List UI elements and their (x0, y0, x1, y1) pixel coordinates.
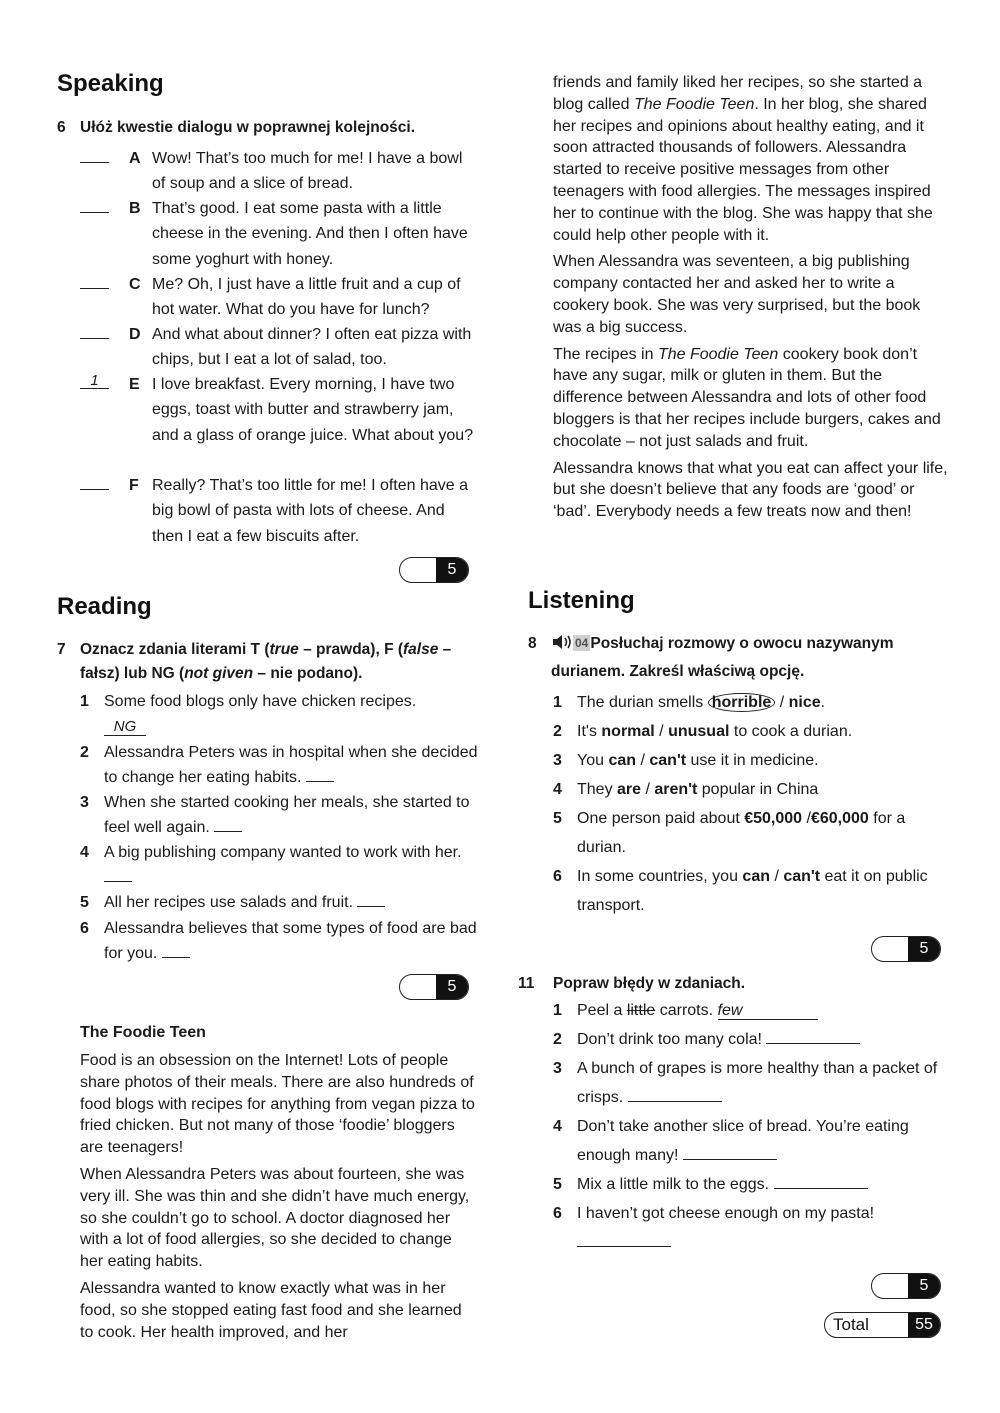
dialogue-list (57, 146, 477, 556)
article-paragraph: When Alessandra Peters was about fourteen, she was very ill. She was thin and she didn’t have much energy, so she couldn’t go to school. A doctor diagnosed her with a lot of food allergies, so she decided to change her eating habits. (80, 1165, 470, 1271)
listening-item: 4 They are / aren't popular in China (553, 781, 819, 798)
speaking-score-box (399, 557, 469, 583)
errors-score-box (871, 1273, 941, 1299)
statement-item: 5 All her recipes use salads and fruit. (80, 890, 480, 915)
correction-field[interactable] (628, 1086, 722, 1102)
statement-item: 4 A big publishing company wanted to work with her. (80, 840, 480, 890)
article-paragraph: Food is an obsession on the Internet! Lots of people share photos of their meals. There are also hundreds of food blogs with recipes for anything from vegan pizza to fried chicken. But not many of those ‘foodie’ bloggers are teenagers! (80, 1052, 475, 1157)
article-paragraph: When Alessandra was seventeen, a big publishing company contacted her and asked her to write a cookery book. She was very surprised, but the book was a big success. (553, 253, 921, 336)
option-selected[interactable]: horrible (708, 693, 776, 712)
option[interactable]: €50,000 (744, 810, 803, 827)
option[interactable]: can't (649, 752, 687, 769)
reading-instruction: 7 Oznacz zdania literami T (true – prawda), F (false – fałsz) lub NG (not given – nie podano). (57, 641, 452, 682)
answer-field[interactable] (162, 942, 190, 958)
article-title: The Foodie Teen (80, 1024, 206, 1041)
answer-field[interactable] (104, 866, 132, 882)
correction-field[interactable] (577, 1231, 671, 1247)
audio-speaker-icon[interactable] (551, 633, 573, 651)
correction-field[interactable] (774, 1173, 868, 1189)
track-number: 04 (575, 636, 589, 650)
error-item: 2 Don’t drink too many cola! (553, 1025, 948, 1054)
statement-item: 2 Alessandra Peters was in hospital when she decided to change her eating habits. (80, 744, 478, 787)
option[interactable]: can't (783, 868, 821, 885)
dialogue-item: F Really? That’s too little for me! I often have a big bowl of pasta with lots of cheese. And then I eat a few biscuits after. (80, 473, 480, 549)
speaking-instruction: 6 Ułóż kwestie dialogu w poprawnej kolejności. (57, 119, 416, 136)
option[interactable]: nice (788, 694, 821, 711)
option[interactable]: can (608, 752, 637, 769)
error-item: 3 A bunch of grapes is more healthy than a packet of crisps. (553, 1060, 938, 1106)
listening-items (528, 688, 948, 928)
speaking-heading: Speaking (57, 70, 164, 97)
article-paragraph: The recipes in The Foodie Teen cookery book don’t have any sugar, milk or gluten in them. But the difference between Alessandra and lots of other food bloggers is that her recipes include burgers, cakes and chocolate – not just salads and fruit. (553, 345, 941, 450)
listening-item: 2 It's normal / unusual to cook a durian. (553, 723, 853, 740)
error-item: 1 Peel a little carrots. few (553, 996, 948, 1025)
score-value: 5 (436, 558, 468, 582)
total-label: Total (833, 1315, 869, 1334)
listening-item: 5 One person paid about €50,000 /€60,000 for a durian. (553, 810, 906, 856)
option[interactable]: aren't (654, 781, 698, 798)
error-item: 6 I haven’t got cheese enough on my pasta! (553, 1199, 948, 1257)
answer-field[interactable]: NG (104, 717, 146, 736)
listening-item: 6 In some countries, you can / can't eat it on public transport. (553, 868, 928, 914)
total-value: 55 (908, 1313, 940, 1337)
article-body-left (80, 1050, 475, 1348)
dialogue-item: B That’s good. I eat some pasta with a little cheese in the evening. And then I often have some yoghurt with honey. (80, 196, 480, 272)
listening-score-box (871, 936, 941, 962)
error-item: 4 Don’t take another slice of bread. You’re eating enough many! (553, 1118, 909, 1164)
dialogue-item: C Me? Oh, I just have a little fruit and a cup of hot water. What do you have for lunch? (80, 272, 480, 323)
article-paragraph: Alessandra knows that what you eat can affect your life, but she doesn’t believe that any foods are ‘good’ or ‘bad’. Everybody needs a few treats now and then! (553, 459, 948, 521)
score-value: 5 (436, 975, 468, 999)
statement-item: 3 When she started cooking her meals, she started to feel well again. (80, 794, 470, 837)
option[interactable]: €60,000 (810, 810, 869, 827)
order-blank[interactable]: 1 (80, 372, 109, 389)
order-blank[interactable] (80, 473, 109, 490)
dialogue-item: A Wow! That’s too much for me! I have a bowl of soup and a slice of bread. (80, 146, 480, 197)
answer-field[interactable] (214, 816, 242, 832)
correction-field[interactable] (683, 1144, 777, 1160)
errors-instruction: 11 Popraw błędy w zdaniach. (518, 975, 746, 992)
listening-heading: Listening (528, 587, 635, 614)
order-blank[interactable] (80, 272, 109, 289)
option[interactable]: are (617, 781, 642, 798)
listening-instruction: 8 04 Posłuchaj rozmowy o owocu nazywanym durianem. Zakreśl właściwą opcję. (528, 635, 894, 680)
answer-field[interactable] (357, 891, 385, 907)
order-blank[interactable] (80, 322, 109, 339)
article-paragraph: friends and family liked her recipes, so she started a blog called The Foodie Teen. In her blog, she shared her recipes and opinions about healthy eating, and it soon attracted thousands of followers. Alessandra started to receive positive messages from other teenagers with food allergies. The messages inspired her to continue with the blog. She was happy that she could help other people with it. (553, 74, 933, 244)
reading-statements (57, 689, 477, 969)
correction-field[interactable] (766, 1028, 860, 1044)
dialogue-item: D And what about dinner? I often eat pizza with chips, but I eat a lot of salad, too. (80, 322, 480, 373)
article-paragraph: Alessandra wanted to know exactly what was in her food, so she stopped eating fast food and she learned to cook. Her health improved, and her (80, 1279, 462, 1341)
order-blank[interactable] (80, 196, 109, 213)
order-blank[interactable] (80, 146, 109, 163)
error-item: 5 Mix a little milk to the eggs. (553, 1170, 948, 1199)
reading-score-box (399, 974, 469, 1000)
statement-item: 1 Some food blogs only have chicken recipes. NG (80, 693, 417, 736)
listening-item: 1 The durian smells horrible / nice. (553, 694, 826, 711)
dialogue-item: 1 E I love breakfast. Every morning, I have two eggs, toast with butter and strawberry jam, and a glass of orange juice. What about you? (80, 372, 480, 448)
option[interactable]: normal (601, 723, 655, 740)
score-value: 5 (908, 1274, 940, 1298)
correction-field[interactable]: few (718, 1001, 818, 1020)
errors-items (528, 996, 948, 1266)
answer-field[interactable] (306, 766, 334, 782)
total-score-box (824, 1312, 941, 1338)
article-body-right (553, 72, 948, 528)
option[interactable]: can (742, 868, 770, 885)
score-value: 5 (908, 937, 940, 961)
statement-item: 6 Alessandra believes that some types of food are bad for you. (80, 920, 477, 963)
option[interactable]: unusual (668, 723, 730, 740)
listening-item: 3 You can / can't use it in medicine. (553, 752, 819, 769)
reading-heading: Reading (57, 593, 152, 620)
